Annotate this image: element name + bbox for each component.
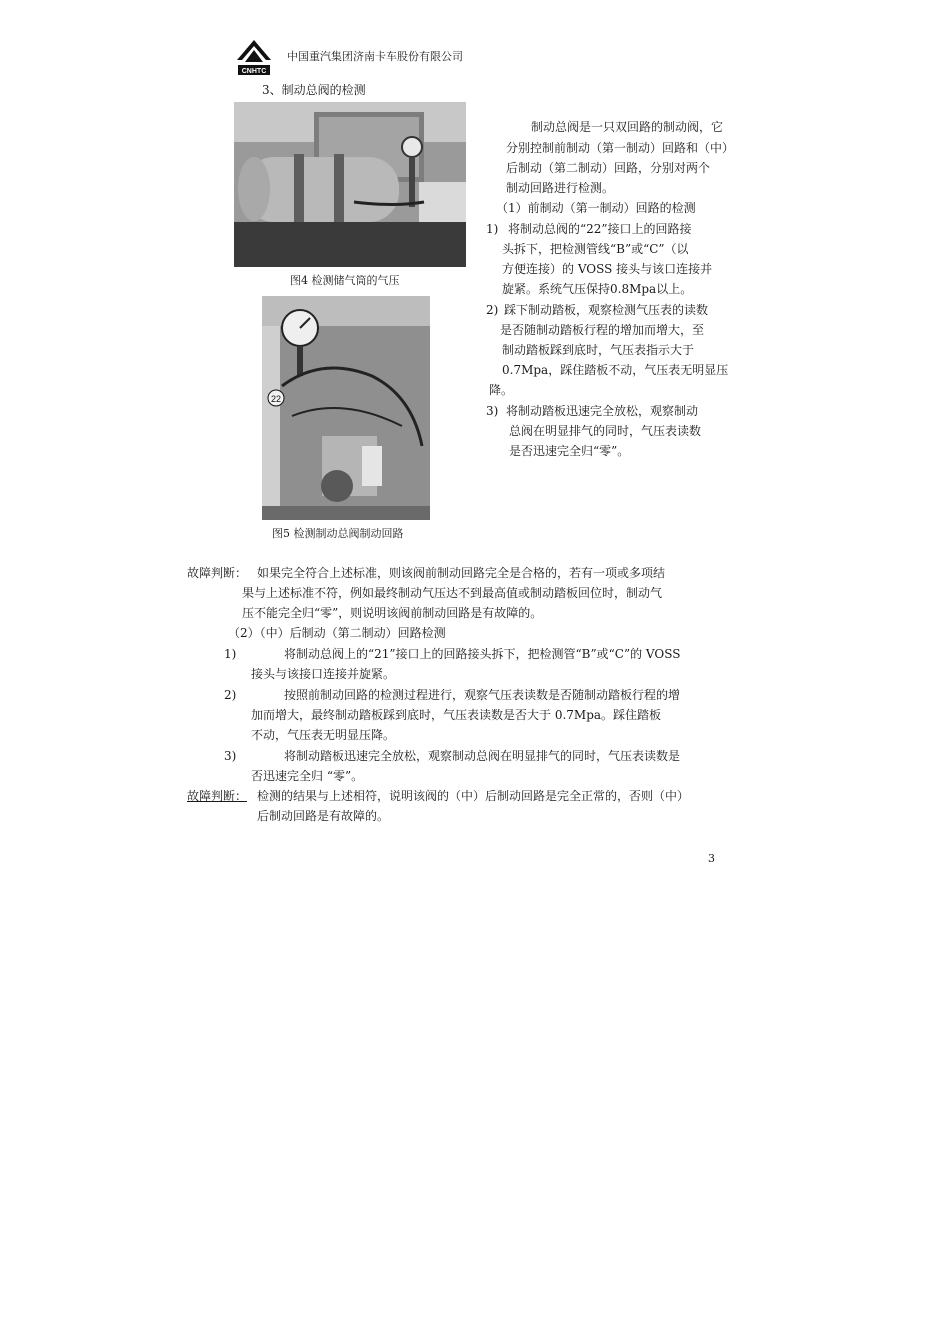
step-line: 将制动踏板迅速完全放松，观察制动 bbox=[506, 404, 699, 418]
fault-line: 后制动回路是有故障的。 bbox=[257, 809, 390, 823]
fault-line: 果与上述标准不符，例如最终制动气压达不到最高值或制动踏板回位时，制动气 bbox=[242, 586, 663, 600]
step-line: 总阀在明显排气的同时，气压表读数 bbox=[509, 424, 702, 438]
step-number: 2) bbox=[486, 303, 499, 317]
step-line: 将制动踏板迅速完全放松，观察制动总阀在明显排气的同时，气压表读数是 bbox=[284, 749, 681, 763]
svg-text:22: 22 bbox=[270, 394, 282, 404]
fault-label: 故障判断： bbox=[187, 789, 248, 803]
step-line: 将制动总阀的“22”接口上的回路接 bbox=[508, 222, 692, 236]
step-line: 头拆下，把检测管线“B”或“C”（以 bbox=[502, 242, 689, 256]
intro-line: 制动回路进行检测。 bbox=[506, 181, 615, 195]
step-line: 加而增大，最终制动踏板踩到底时，气压表读数是否大于 0.7Mpa。踩住踏板 bbox=[251, 708, 662, 722]
step-number: 1) bbox=[224, 647, 237, 661]
cnhtc-logo bbox=[235, 38, 273, 78]
step-line: 将制动总阀上的“21”接口上的回路接头拆下，把检测管“B”或“C”的 VOSS bbox=[284, 647, 681, 661]
step-line: 不动，气压表无明显压降。 bbox=[251, 728, 396, 742]
step-line: 降。 bbox=[489, 383, 514, 397]
intro-line: 分别控制前制动（第一制动）回路和（中） bbox=[506, 141, 735, 155]
step-number: 3) bbox=[224, 749, 237, 763]
fault-line: 如果完全符合上述标准，则该阀前制动回路完全是合格的，若有一项或多项结 bbox=[257, 566, 666, 580]
figure-4-caption: 图4 检测储气筒的气压 bbox=[290, 274, 400, 287]
svg-text:CNHTC: CNHTC bbox=[241, 68, 267, 75]
cnhtc-logo-icon bbox=[235, 38, 273, 78]
step-line: 是否随制动踏板行程的增加而增大，至 bbox=[500, 323, 705, 337]
step-line: 按照前制动回路的检测过程进行，观察气压表读数是否随制动踏板行程的增 bbox=[284, 688, 681, 702]
rear-heading: （2）（中）后制动（第二制动）回路检测 bbox=[228, 626, 446, 640]
step-number: 1) bbox=[486, 222, 499, 236]
figure-4-photo bbox=[234, 102, 466, 267]
step-line: 方便连接）的 VOSS 接头与该口连接并 bbox=[502, 262, 713, 276]
step-line: 接头与该接口连接并旋紧。 bbox=[251, 667, 396, 681]
fault-line: 检测的结果与上述相符，说明该阀的（中）后制动回路是完全正常的，否则（中） bbox=[257, 789, 690, 803]
step-line: 否迅速完全归 “零”。 bbox=[251, 769, 364, 783]
intro-line: 制动总阀是一只双回路的制动阀，它 bbox=[531, 120, 724, 134]
step-number: 2) bbox=[224, 688, 237, 702]
step-line: 0.7Mpa，踩住踏板不动，气压表无明显压 bbox=[502, 363, 729, 377]
company-name: 中国重汽集团济南卡车股份有限公司 bbox=[287, 50, 463, 63]
fault-line: 压不能完全归“零”，则说明该阀前制动回路是有故障的。 bbox=[242, 606, 543, 620]
step-number: 3) bbox=[486, 404, 499, 418]
fault-label: 故障判断： bbox=[187, 566, 248, 580]
step-line: 旋紧。系统气压保持0.8Mpa以上。 bbox=[502, 282, 693, 296]
page-number: 3 bbox=[708, 852, 715, 865]
step-line: 踩下制动踏板，观察检测气压表的读数 bbox=[504, 303, 709, 317]
step-line: 制动踏板踩到底时，气压表指示大于 bbox=[502, 343, 695, 357]
intro-line: 后制动（第二制动）回路，分别对两个 bbox=[506, 161, 711, 175]
figure-5-photo bbox=[262, 296, 430, 520]
front-heading: （1）前制动（第一制动）回路的检测 bbox=[496, 201, 696, 215]
step-line: 是否迅速完全归“零”。 bbox=[509, 444, 630, 458]
figure-5-caption: 图5 检测制动总阀制动回路 bbox=[272, 527, 404, 540]
section-title: 3、制动总阀的检测 bbox=[262, 83, 366, 97]
